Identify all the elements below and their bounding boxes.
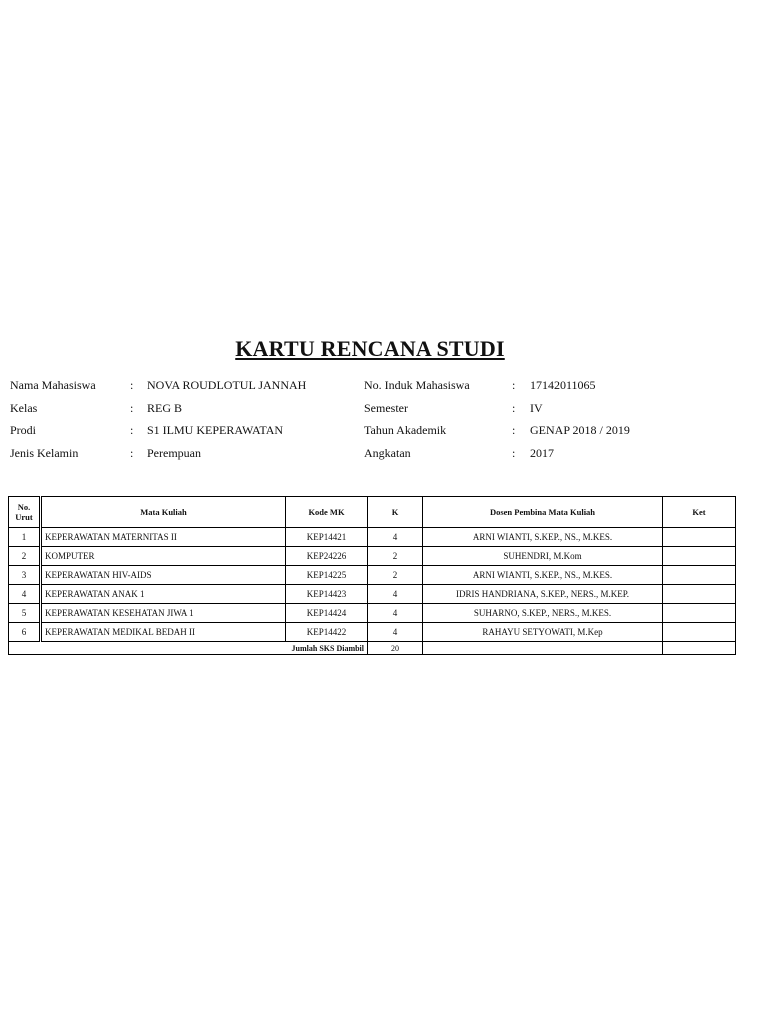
cell-kode: KEP14421	[286, 528, 368, 547]
label-semester: Semester	[364, 400, 408, 415]
info-row-4	[10, 446, 750, 469]
colon: :	[512, 445, 516, 460]
value-tahun-akademik: GENAP 2018 / 2019	[530, 423, 630, 437]
table-row	[9, 547, 736, 566]
cell-k: 2	[368, 566, 423, 585]
header-kode-mk: Kode MK	[286, 497, 368, 528]
cell-k: 4	[368, 585, 423, 604]
cell-ket	[663, 547, 736, 566]
cell-mata-kuliah: KEPERAWATAN ANAK 1	[41, 585, 286, 604]
cell-mata-kuliah: KEPERAWATAN KESEHATAN JIWA 1	[41, 604, 286, 623]
total-row	[9, 642, 736, 655]
cell-dosen: IDRIS HANDRIANA, S.KEP., NERS., M.KEP.	[423, 585, 663, 604]
cell-no: 3	[9, 566, 41, 585]
cell-no: 5	[9, 604, 41, 623]
total-empty-cell	[663, 642, 736, 655]
cell-kode: KEP24226	[286, 547, 368, 566]
value-angkatan: 2017	[530, 445, 554, 460]
header-ket: Ket	[663, 497, 736, 528]
cell-dosen: ARNI WIANTI, S.KEP., NS., M.KES.	[423, 528, 663, 547]
header-mata-kuliah: Mata Kuliah	[41, 497, 286, 528]
document-title: KARTU RENCANA STUDI	[235, 336, 505, 361]
cell-k: 2	[368, 547, 423, 566]
cell-kode: KEP14422	[286, 623, 368, 642]
cell-mata-kuliah: KEPERAWATAN MATERNITAS II	[41, 528, 286, 547]
cell-no: 2	[9, 547, 41, 566]
total-sks-value: 20	[368, 642, 423, 655]
header-k: K	[368, 497, 423, 528]
cell-dosen: RAHAYU SETYOWATI, M.Kep	[423, 623, 663, 642]
value-nama-mahasiswa: NOVA ROUDLOTUL JANNAH	[147, 378, 307, 392]
colon: :	[130, 378, 134, 392]
info-row-1	[10, 378, 750, 401]
cell-mata-kuliah: KEPERAWATAN MEDIKAL BEDAH II	[41, 623, 286, 642]
header-no-line1: No.	[17, 502, 31, 512]
cell-no: 1	[9, 528, 41, 547]
course-table	[8, 496, 736, 655]
header-dosen: Dosen Pembina Mata Kuliah	[423, 497, 663, 528]
cell-kode: KEP14225	[286, 566, 368, 585]
value-jenis-kelamin: Perempuan	[147, 445, 201, 460]
label-nama-mahasiswa: Nama Mahasiswa	[10, 378, 96, 392]
colon: :	[512, 400, 516, 415]
cell-no: 4	[9, 585, 41, 604]
colon: :	[130, 400, 134, 415]
cell-ket	[663, 528, 736, 547]
cell-k: 4	[368, 623, 423, 642]
cell-k: 4	[368, 604, 423, 623]
value-kelas: REG B	[147, 400, 183, 415]
label-tahun-akademik: Tahun Akademik	[364, 423, 447, 437]
cell-mata-kuliah: KOMPUTER	[41, 547, 286, 566]
cell-mata-kuliah: KEPERAWATAN HIV-AIDS	[41, 566, 286, 585]
table-header-row	[9, 497, 736, 528]
table-row	[9, 623, 736, 642]
table-row	[9, 528, 736, 547]
total-empty-cell	[423, 642, 663, 655]
colon: :	[130, 423, 134, 437]
info-row-2	[10, 401, 750, 424]
info-row-3	[10, 423, 750, 446]
table-row	[9, 566, 736, 585]
cell-kode: KEP14423	[286, 585, 368, 604]
cell-ket	[663, 604, 736, 623]
value-prodi: S1 ILMU KEPERAWATAN	[147, 423, 284, 437]
header-no-urut	[9, 497, 41, 528]
cell-ket	[663, 566, 736, 585]
colon: :	[512, 423, 516, 437]
label-kelas: Kelas	[10, 400, 38, 415]
cell-dosen: SUHENDRI, M.Kom	[423, 547, 663, 566]
cell-dosen: SUHARNO, S.KEP., NERS., M.KES.	[423, 604, 663, 623]
label-no-induk: No. Induk Mahasiswa	[364, 378, 470, 392]
cell-ket	[663, 623, 736, 642]
label-jenis-kelamin: Jenis Kelamin	[10, 445, 79, 460]
label-angkatan: Angkatan	[364, 445, 411, 460]
table-row	[9, 604, 736, 623]
cell-no: 6	[9, 623, 41, 642]
table-row	[9, 585, 736, 604]
cell-dosen: ARNI WIANTI, S.KEP., NS., M.KES.	[423, 566, 663, 585]
colon: :	[130, 445, 134, 460]
student-info	[10, 378, 750, 468]
value-semester: IV	[530, 400, 543, 415]
cell-kode: KEP14424	[286, 604, 368, 623]
colon: :	[512, 378, 516, 392]
cell-k: 4	[368, 528, 423, 547]
value-no-induk: 17142011065	[530, 378, 596, 392]
total-sks-label: Jumlah SKS Diambil	[9, 642, 368, 655]
cell-ket	[663, 585, 736, 604]
header-no-line2: Urut	[15, 512, 33, 522]
label-prodi: Prodi	[10, 423, 37, 437]
